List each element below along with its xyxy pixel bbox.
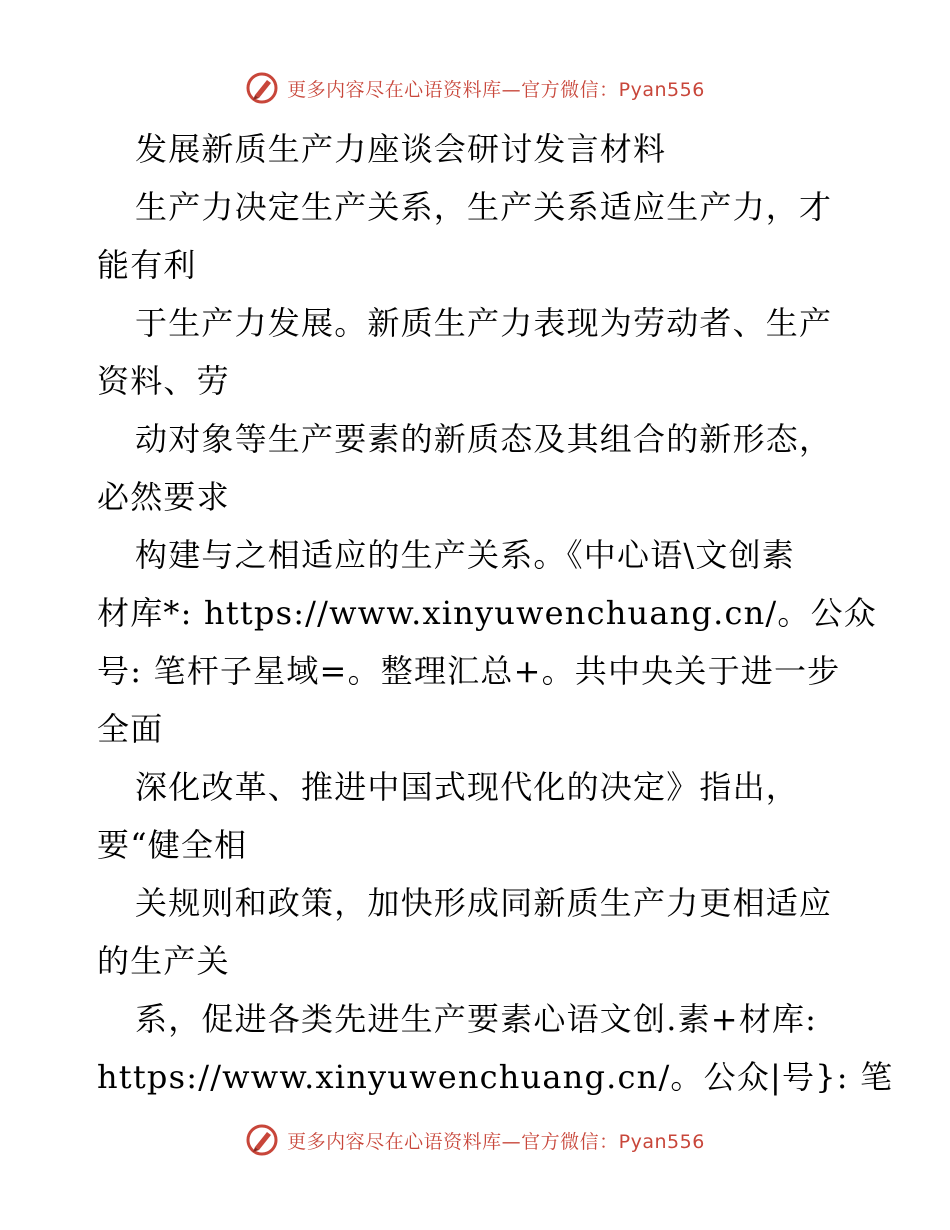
paragraph-line: 关规则和政策，加快形成同新质生产力更相适应 xyxy=(135,884,833,922)
header-watermark xyxy=(0,68,950,108)
pen-circle-icon xyxy=(245,71,279,105)
paragraph-line: 深化改革、推进中国式现代化的决定》指出， xyxy=(135,768,800,806)
watermark-text: 更多内容尽在心语资料库—官方微信：Pyan556 xyxy=(287,1130,705,1153)
paragraph-line: 的生产关 xyxy=(97,942,230,980)
paragraph-line: 号: 笔杆子星域=。整理汇总+。共中央关于进一步 xyxy=(97,652,841,690)
paragraph-line: 动对象等生产要素的新质态及其组合的新形态， xyxy=(135,420,833,458)
document-body xyxy=(97,120,894,1106)
pen-circle-icon xyxy=(245,1123,279,1157)
paragraph-line: 生产力决定生产关系，生产关系适应生产力，才 xyxy=(135,188,833,226)
paragraph-line: 资料、劳 xyxy=(97,362,230,400)
paragraph-line: https://www.xinyuwenchuang.cn/。公众|号}: 笔 xyxy=(97,1058,894,1096)
footer-watermark xyxy=(0,1120,950,1160)
paragraph-line: 必然要求 xyxy=(97,478,230,516)
watermark-text: 更多内容尽在心语资料库—官方微信：Pyan556 xyxy=(287,78,705,101)
paragraph-line: 系，促进各类先进生产要素心语文创.素+材库: xyxy=(135,1000,818,1038)
document-title: 发展新质生产力座谈会研讨发言材料 xyxy=(135,130,667,168)
paragraph-line: 全面 xyxy=(97,710,164,748)
paragraph-line: 材库*: https://www.xinyuwenchuang.cn/。公众 xyxy=(97,594,877,632)
paragraph-line: 构建与之相适应的生产关系。《中心语\文创素 xyxy=(135,536,795,574)
paragraph-line: 要“健全相 xyxy=(97,826,248,864)
paragraph-line: 能有利 xyxy=(97,246,197,284)
paragraph-line: 于生产力发展。新质生产力表现为劳动者、生产 xyxy=(135,304,833,342)
